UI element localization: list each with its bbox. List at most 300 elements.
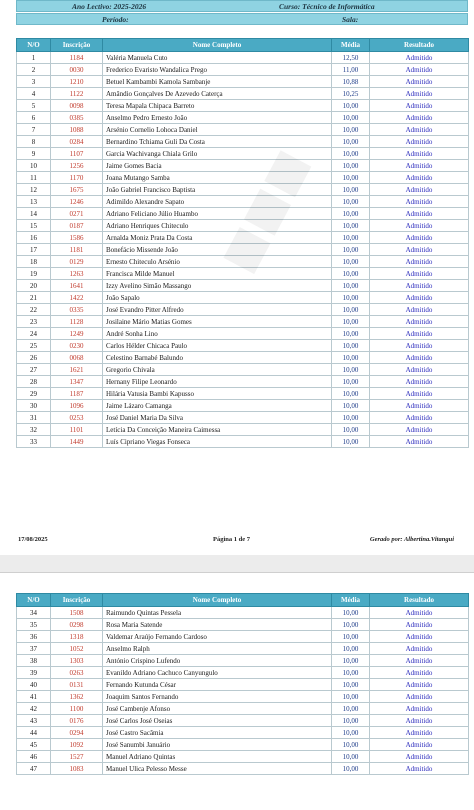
row-inscricao: 1128	[51, 316, 103, 328]
row-number: 25	[17, 340, 51, 352]
row-resultado: Admitido	[370, 292, 469, 304]
table-body	[17, 52, 469, 448]
row-inscricao: 1422	[51, 292, 103, 304]
row-number: 38	[17, 655, 51, 667]
row-inscricao: 0129	[51, 256, 103, 268]
row-inscricao: 1586	[51, 232, 103, 244]
row-resultado: Admitido	[370, 643, 469, 655]
row-media: 10,00	[332, 316, 370, 328]
row-media: 10,00	[332, 703, 370, 715]
row-inscricao: 0294	[51, 727, 103, 739]
row-resultado: Admitido	[370, 196, 469, 208]
row-resultado: Admitido	[370, 160, 469, 172]
row-resultado: Admitido	[370, 727, 469, 739]
row-number: 46	[17, 751, 51, 763]
table-row	[17, 376, 469, 388]
row-inscricao: 0263	[51, 667, 103, 679]
row-inscricao: 1181	[51, 244, 103, 256]
row-name: Joaquim Santos Fernando	[103, 691, 332, 703]
row-inscricao: 1527	[51, 751, 103, 763]
row-resultado: Admitido	[370, 751, 469, 763]
table-row	[17, 64, 469, 76]
row-resultado: Admitido	[370, 172, 469, 184]
row-name: Valéria Manuela Cuto	[103, 52, 332, 64]
col-header-number: N/O	[17, 594, 51, 607]
row-name: Manuel Adriano Quintas	[103, 751, 332, 763]
report-page-2	[0, 572, 474, 810]
row-name: José Daniel Maria Da Silva	[103, 412, 332, 424]
table-row	[17, 76, 469, 88]
row-name: João Sapalo	[103, 292, 332, 304]
row-resultado: Admitido	[370, 388, 469, 400]
row-resultado: Admitido	[370, 76, 469, 88]
row-inscricao: 0271	[51, 208, 103, 220]
row-name: Fernando Kutunda César	[103, 679, 332, 691]
table-row	[17, 256, 469, 268]
row-inscricao: 0030	[51, 64, 103, 76]
row-media: 10,00	[332, 136, 370, 148]
row-name: José Sanumbi Januário	[103, 739, 332, 751]
row-number: 36	[17, 631, 51, 643]
row-resultado: Admitido	[370, 619, 469, 631]
row-media: 10,00	[332, 160, 370, 172]
row-inscricao: 1508	[51, 607, 103, 619]
row-media: 10,00	[332, 220, 370, 232]
table-row	[17, 715, 469, 727]
row-number: 27	[17, 364, 51, 376]
row-resultado: Admitido	[370, 739, 469, 751]
row-inscricao: 1096	[51, 400, 103, 412]
row-media: 10,25	[332, 88, 370, 100]
table-body	[17, 607, 469, 775]
row-resultado: Admitido	[370, 607, 469, 619]
ano-lectivo-label: Ano Lectivo: 2025-2026	[72, 2, 147, 11]
row-media: 10,00	[332, 436, 370, 448]
table-row	[17, 607, 469, 619]
row-inscricao: 1210	[51, 76, 103, 88]
table-row	[17, 280, 469, 292]
table-row	[17, 691, 469, 703]
row-media: 10,00	[332, 412, 370, 424]
row-resultado: Admitido	[370, 691, 469, 703]
header-row-year-course	[16, 0, 468, 12]
row-inscricao: 0131	[51, 679, 103, 691]
row-number: 8	[17, 136, 51, 148]
table-row	[17, 703, 469, 715]
row-resultado: Admitido	[370, 64, 469, 76]
table-row	[17, 412, 469, 424]
row-name: João Gabriel Francisco Baptista	[103, 184, 332, 196]
row-inscricao: 1263	[51, 268, 103, 280]
row-number: 4	[17, 88, 51, 100]
row-number: 26	[17, 352, 51, 364]
row-media: 10,00	[332, 376, 370, 388]
row-media: 12,50	[332, 52, 370, 64]
row-number: 32	[17, 424, 51, 436]
row-media: 11,00	[332, 64, 370, 76]
row-name: Teresa Mapala Chipaca Barreto	[103, 100, 332, 112]
row-number: 42	[17, 703, 51, 715]
row-resultado: Admitido	[370, 340, 469, 352]
col-header-resultado: Resultado	[370, 594, 469, 607]
table-row	[17, 400, 469, 412]
row-name: Betuel Kambambi Kamola Sambanje	[103, 76, 332, 88]
row-name: Gregorio Chivala	[103, 364, 332, 376]
table-row	[17, 751, 469, 763]
row-resultado: Admitido	[370, 268, 469, 280]
table-row	[17, 388, 469, 400]
table-row	[17, 232, 469, 244]
row-resultado: Admitido	[370, 316, 469, 328]
row-name: Frederico Evaristo Wandalica Prego	[103, 64, 332, 76]
row-inscricao: 0253	[51, 412, 103, 424]
table-row	[17, 340, 469, 352]
row-number: 19	[17, 268, 51, 280]
table-row	[17, 100, 469, 112]
row-inscricao: 0298	[51, 619, 103, 631]
row-media: 10,00	[332, 268, 370, 280]
row-media: 10,00	[332, 643, 370, 655]
row-name: Izzy Avelino Simão Massango	[103, 280, 332, 292]
row-name: Ernesto Chiteculo Arsénio	[103, 256, 332, 268]
row-name: António Crispino Lufendo	[103, 655, 332, 667]
row-inscricao: 1675	[51, 184, 103, 196]
row-name: Bernardino Tchiama Guli Da Costa	[103, 136, 332, 148]
row-media: 10,00	[332, 124, 370, 136]
row-resultado: Admitido	[370, 280, 469, 292]
row-resultado: Admitido	[370, 400, 469, 412]
row-resultado: Admitido	[370, 631, 469, 643]
row-media: 10,00	[332, 172, 370, 184]
row-number: 20	[17, 280, 51, 292]
row-resultado: Admitido	[370, 256, 469, 268]
row-name: Arnalda Moniz Prata Da Costa	[103, 232, 332, 244]
row-resultado: Admitido	[370, 244, 469, 256]
row-number: 16	[17, 232, 51, 244]
row-name: Carlos Hélder Chicaca Paulo	[103, 340, 332, 352]
row-inscricao: 1621	[51, 364, 103, 376]
row-resultado: Admitido	[370, 703, 469, 715]
row-name: Bonefácio Missende João	[103, 244, 332, 256]
row-name: José Evandro Pitter Alfredo	[103, 304, 332, 316]
row-resultado: Admitido	[370, 100, 469, 112]
table-row	[17, 727, 469, 739]
row-number: 14	[17, 208, 51, 220]
row-media: 10,00	[332, 631, 370, 643]
row-name: Anselmo Ralph	[103, 643, 332, 655]
table-row	[17, 244, 469, 256]
row-number: 41	[17, 691, 51, 703]
row-inscricao: 1256	[51, 160, 103, 172]
row-inscricao: 1318	[51, 631, 103, 643]
page-footer	[16, 536, 468, 548]
row-name: André Sonha Lino	[103, 328, 332, 340]
row-number: 17	[17, 244, 51, 256]
row-name: Letícia Da Conceição Maneira Caimessa	[103, 424, 332, 436]
table-row	[17, 643, 469, 655]
row-name: Evanildo Adriano Cachuco Canyungulo	[103, 667, 332, 679]
row-number: 21	[17, 292, 51, 304]
row-number: 29	[17, 388, 51, 400]
table-row	[17, 148, 469, 160]
table-row	[17, 184, 469, 196]
row-number: 2	[17, 64, 51, 76]
row-media: 10,00	[332, 364, 370, 376]
row-resultado: Admitido	[370, 424, 469, 436]
row-inscricao: 1052	[51, 643, 103, 655]
row-number: 15	[17, 220, 51, 232]
col-header-name: Nome Completo	[103, 594, 332, 607]
admission-table	[16, 38, 469, 448]
row-media: 10,00	[332, 148, 370, 160]
row-number: 39	[17, 667, 51, 679]
row-media: 10,00	[332, 292, 370, 304]
table-row	[17, 631, 469, 643]
row-number: 6	[17, 112, 51, 124]
row-inscricao: 1100	[51, 703, 103, 715]
row-name: Hernany Filipe Leonardo	[103, 376, 332, 388]
row-resultado: Admitido	[370, 304, 469, 316]
row-inscricao: 1303	[51, 655, 103, 667]
col-header-inscricao: Inscrição	[51, 39, 103, 52]
row-number: 40	[17, 679, 51, 691]
table-row	[17, 292, 469, 304]
row-inscricao: 1092	[51, 739, 103, 751]
row-media: 10,00	[332, 184, 370, 196]
row-media: 10,00	[332, 340, 370, 352]
row-media: 10,00	[332, 739, 370, 751]
row-media: 10,00	[332, 727, 370, 739]
row-number: 18	[17, 256, 51, 268]
row-inscricao: 1249	[51, 328, 103, 340]
row-number: 31	[17, 412, 51, 424]
row-media: 10,00	[332, 388, 370, 400]
row-resultado: Admitido	[370, 763, 469, 775]
col-header-media: Média	[332, 594, 370, 607]
row-number: 7	[17, 124, 51, 136]
row-media: 10,00	[332, 196, 370, 208]
row-inscricao: 1184	[51, 52, 103, 64]
table-row	[17, 136, 469, 148]
footer-generated-by: Gerado por: Albertina.Vitangui	[369, 536, 454, 543]
table-row	[17, 424, 469, 436]
row-number: 22	[17, 304, 51, 316]
row-inscricao: 0230	[51, 340, 103, 352]
row-number: 10	[17, 160, 51, 172]
footer-date: 17/08/2025	[18, 536, 48, 543]
table-row	[17, 112, 469, 124]
col-header-media: Média	[332, 39, 370, 52]
table-row	[17, 619, 469, 631]
row-inscricao: 1170	[51, 172, 103, 184]
table-header-row	[17, 594, 469, 607]
row-resultado: Admitido	[370, 220, 469, 232]
table-row	[17, 316, 469, 328]
row-name: Arsénio Cornelio Lohoca Daniel	[103, 124, 332, 136]
row-media: 10,00	[332, 715, 370, 727]
row-inscricao: 0176	[51, 715, 103, 727]
curso-label: Curso: Técnico de Informática	[279, 2, 375, 11]
row-number: 12	[17, 184, 51, 196]
row-number: 37	[17, 643, 51, 655]
table-row	[17, 304, 469, 316]
row-resultado: Admitido	[370, 364, 469, 376]
row-name: Anselmo Pedro Ernesto João	[103, 112, 332, 124]
row-number: 43	[17, 715, 51, 727]
row-name: Amândio Gonçalves De Azevedo Caterça	[103, 88, 332, 100]
row-resultado: Admitido	[370, 679, 469, 691]
row-media: 10,00	[332, 751, 370, 763]
row-resultado: Admitido	[370, 52, 469, 64]
row-resultado: Admitido	[370, 208, 469, 220]
col-header-name: Nome Completo	[103, 39, 332, 52]
table-row	[17, 52, 469, 64]
row-media: 10,00	[332, 280, 370, 292]
row-media: 10,00	[332, 400, 370, 412]
table-row	[17, 220, 469, 232]
row-inscricao: 0284	[51, 136, 103, 148]
row-resultado: Admitido	[370, 376, 469, 388]
row-resultado: Admitido	[370, 136, 469, 148]
row-media: 10,00	[332, 256, 370, 268]
sala-label: Sala:	[342, 15, 359, 24]
row-media: 10,88	[332, 76, 370, 88]
header-row-period-room	[16, 13, 468, 25]
row-inscricao: 0187	[51, 220, 103, 232]
row-resultado: Admitido	[370, 124, 469, 136]
table-row	[17, 667, 469, 679]
row-media: 10,00	[332, 667, 370, 679]
row-number: 28	[17, 376, 51, 388]
table-row	[17, 763, 469, 775]
row-inscricao: 1122	[51, 88, 103, 100]
table-row	[17, 655, 469, 667]
row-name: Jaime Gomes Bacia	[103, 160, 332, 172]
table-row	[17, 172, 469, 184]
row-number: 3	[17, 76, 51, 88]
row-media: 10,00	[332, 208, 370, 220]
table-row	[17, 160, 469, 172]
row-media: 10,00	[332, 352, 370, 364]
row-media: 10,00	[332, 763, 370, 775]
row-resultado: Admitido	[370, 715, 469, 727]
table-row	[17, 364, 469, 376]
row-inscricao: 1246	[51, 196, 103, 208]
row-media: 10,00	[332, 112, 370, 124]
row-name: Garcia Wachivanga Chiala Grilo	[103, 148, 332, 160]
table-row	[17, 268, 469, 280]
table-row	[17, 436, 469, 448]
row-inscricao: 1362	[51, 691, 103, 703]
row-name: Rosa Maria Satende	[103, 619, 332, 631]
row-name: José Castro Sacâmia	[103, 727, 332, 739]
row-media: 10,00	[332, 232, 370, 244]
row-inscricao: 1088	[51, 124, 103, 136]
row-media: 10,00	[332, 679, 370, 691]
col-header-resultado: Resultado	[370, 39, 469, 52]
row-number: 44	[17, 727, 51, 739]
table-row	[17, 352, 469, 364]
row-name: Jaime Lázaro Camanga	[103, 400, 332, 412]
table-row	[17, 88, 469, 100]
row-media: 10,00	[332, 100, 370, 112]
table-row	[17, 328, 469, 340]
row-media: 10,00	[332, 244, 370, 256]
row-number: 1	[17, 52, 51, 64]
table-row	[17, 196, 469, 208]
row-resultado: Admitido	[370, 412, 469, 424]
periodo-label: Período:	[102, 15, 129, 24]
row-inscricao: 1107	[51, 148, 103, 160]
table-row	[17, 208, 469, 220]
row-name: Luís Cipriano Viegas Fonseca	[103, 436, 332, 448]
row-number: 30	[17, 400, 51, 412]
row-resultado: Admitido	[370, 328, 469, 340]
row-inscricao: 1641	[51, 280, 103, 292]
row-number: 35	[17, 619, 51, 631]
row-name: Joana Mutango Samba	[103, 172, 332, 184]
row-media: 10,00	[332, 328, 370, 340]
row-name: José Carlos José Oseias	[103, 715, 332, 727]
col-header-number: N/O	[17, 39, 51, 52]
row-resultado: Admitido	[370, 184, 469, 196]
row-name: Adriano Feliciano Júlio Huambo	[103, 208, 332, 220]
row-number: 23	[17, 316, 51, 328]
row-name: Francisca Milde Manuel	[103, 268, 332, 280]
row-number: 9	[17, 148, 51, 160]
row-inscricao: 1101	[51, 424, 103, 436]
row-number: 5	[17, 100, 51, 112]
row-media: 10,00	[332, 691, 370, 703]
row-number: 34	[17, 607, 51, 619]
row-inscricao: 1347	[51, 376, 103, 388]
row-inscricao: 1083	[51, 763, 103, 775]
row-inscricao: 0068	[51, 352, 103, 364]
row-name: Adriano Henriques Chiteculo	[103, 220, 332, 232]
table-row	[17, 124, 469, 136]
table-header-row	[17, 39, 469, 52]
row-number: 33	[17, 436, 51, 448]
row-media: 10,00	[332, 619, 370, 631]
row-resultado: Admitido	[370, 88, 469, 100]
row-resultado: Admitido	[370, 655, 469, 667]
footer-page-number: Página 1 de 7	[213, 536, 251, 543]
row-name: Adimildo Alexandre Sapato	[103, 196, 332, 208]
row-resultado: Admitido	[370, 112, 469, 124]
row-resultado: Admitido	[370, 667, 469, 679]
row-inscricao: 1187	[51, 388, 103, 400]
row-media: 10,00	[332, 655, 370, 667]
row-number: 24	[17, 328, 51, 340]
row-name: José Cambenje Afonso	[103, 703, 332, 715]
table-row	[17, 739, 469, 751]
row-number: 47	[17, 763, 51, 775]
row-inscricao: 0098	[51, 100, 103, 112]
row-media: 10,00	[332, 607, 370, 619]
row-name: Raimundo Quintas Pessela	[103, 607, 332, 619]
table-row	[17, 679, 469, 691]
row-resultado: Admitido	[370, 436, 469, 448]
row-name: Celestino Barnabé Balundo	[103, 352, 332, 364]
col-header-inscricao: Inscrição	[51, 594, 103, 607]
row-resultado: Admitido	[370, 352, 469, 364]
row-number: 45	[17, 739, 51, 751]
row-media: 10,00	[332, 304, 370, 316]
row-name: Hilária Vatusia Bambi Kapusso	[103, 388, 332, 400]
admission-table-continued	[16, 593, 469, 775]
row-number: 11	[17, 172, 51, 184]
row-resultado: Admitido	[370, 232, 469, 244]
